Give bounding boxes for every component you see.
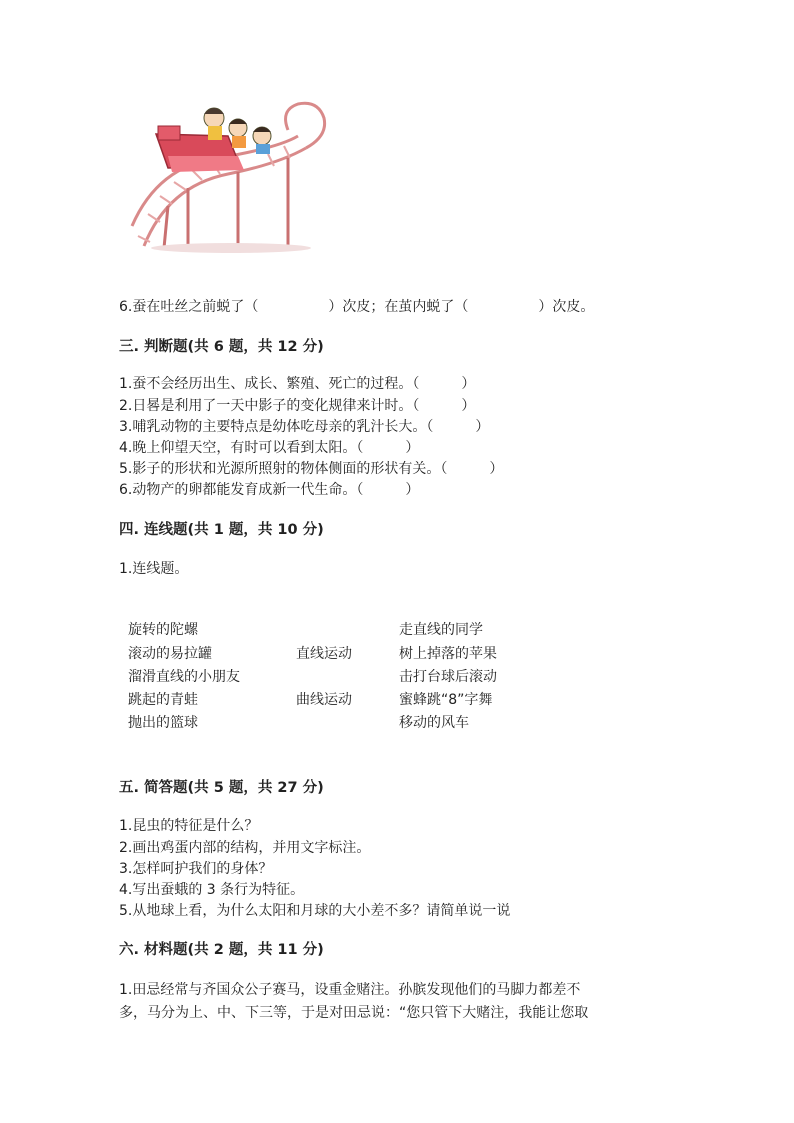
matching-middle-linear: 直线运动: [296, 646, 352, 662]
matching-left-item-2: 滚动的易拉罐: [128, 646, 212, 662]
short-answer-3: 3.怎样呵护我们的身体？: [119, 861, 273, 877]
material-question-1: [119, 979, 659, 1025]
material-line-1: 1.田忌经常与齐国众公子赛马，设重金赌注。孙膑发现他们的马脚力都差不: [119, 982, 581, 998]
section-4-title: 四. 连线题(共 1 题，共 10 分): [119, 522, 324, 538]
matching-right-item-5: 移动的风车: [399, 715, 469, 731]
section-3-title: 三. 判断题(共 6 题，共 12 分): [119, 339, 324, 355]
short-answer-2: 2.画出鸡蛋内部的结构，并用文字标注。: [119, 840, 371, 856]
judge-item-1: 1.蚕不会经历出生、成长、繁殖、死亡的过程。（ ）: [119, 376, 476, 392]
section-6-title: 六. 材料题(共 2 题，共 11 分): [119, 942, 324, 958]
matching-middle-curved: 曲线运动: [296, 692, 352, 708]
matching-question: 1.连线题。: [119, 561, 189, 577]
section-5-title: 五. 简答题(共 5 题，共 27 分): [119, 780, 324, 796]
judge-item-5: 5.影子的形状和光源所照射的物体侧面的形状有关。（ ）: [119, 461, 504, 477]
judge-item-3: 3.哺乳动物的主要特点是幼体吃母亲的乳汁长大。（ ）: [119, 419, 490, 435]
matching-left-item-3: 溜滑直线的小朋友: [128, 669, 240, 685]
judge-item-2: 2.日晷是利用了一天中影子的变化规律来计时。（ ）: [119, 398, 476, 414]
matching-left-item-4: 跳起的青蛙: [128, 692, 198, 708]
fill-in-question-6: 6.蚕在吐丝之前蜕了（ ）次皮；在茧内蜕了（ ）次皮。: [119, 299, 595, 315]
matching-right-item-1: 走直线的同学: [399, 622, 483, 638]
short-answer-5: 5.从地球上看，为什么太阳和月球的大小差不多？请简单说一说: [119, 903, 511, 919]
matching-left-item-5: 抛出的篮球: [128, 715, 198, 731]
matching-left-item-1: 旋转的陀螺: [128, 622, 198, 638]
judge-item-4: 4.晚上仰望天空，有时可以看到太阳。（ ）: [119, 440, 420, 456]
judge-item-6: 6.动物产的卵都能发育成新一代生命。（ ）: [119, 482, 420, 498]
matching-right-item-2: 树上掉落的苹果: [399, 646, 497, 662]
short-answer-4: 4.写出蚕蛾的 3 条行为特征。: [119, 882, 305, 898]
roller-coaster-illustration: [128, 96, 334, 256]
material-line-2: 多，马分为上、中、下三等，于是对田忌说：“您只管下大赌注，我能让您取: [119, 1005, 589, 1021]
matching-right-item-3: 击打台球后滚动: [399, 669, 497, 685]
short-answer-1: 1.昆虫的特征是什么？: [119, 818, 259, 834]
matching-right-item-4: 蜜蜂跳“8”字舞: [399, 692, 493, 708]
